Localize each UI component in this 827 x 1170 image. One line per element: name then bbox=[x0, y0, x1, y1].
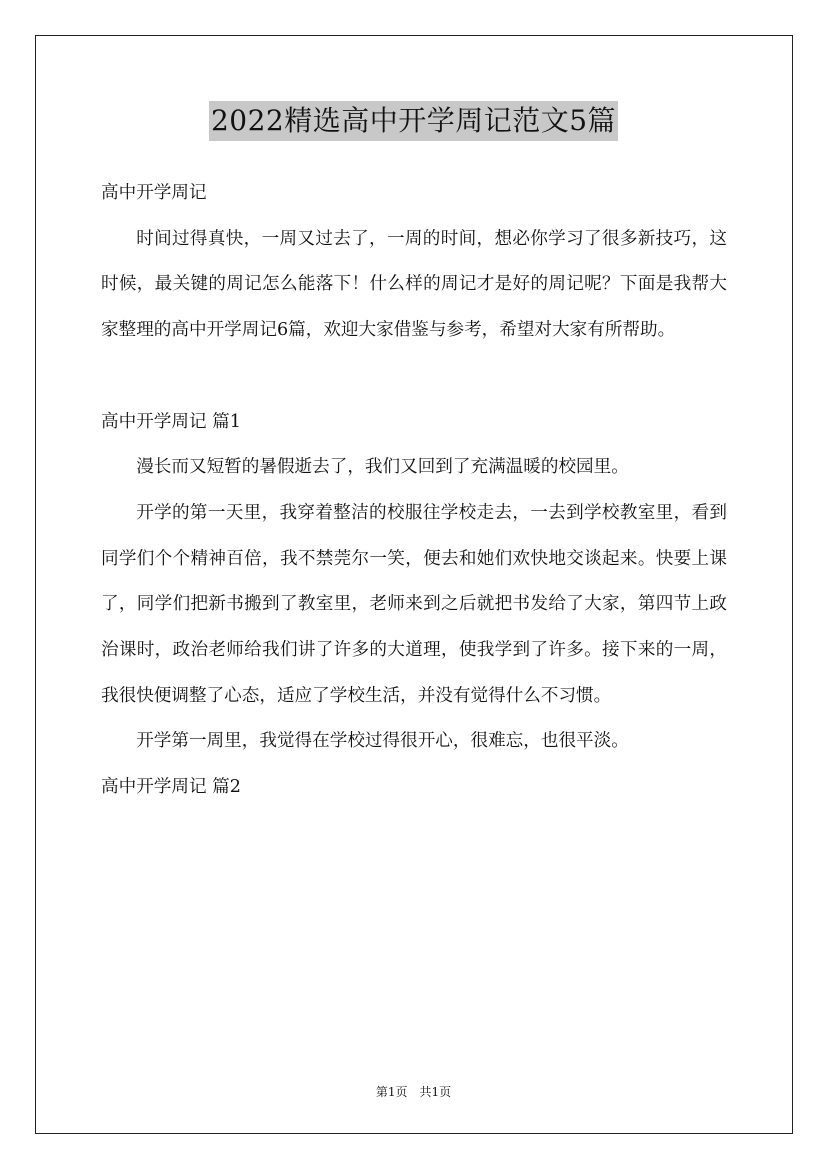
page-footer: 第1页 共1页 bbox=[375, 1085, 452, 1099]
paragraph-gap bbox=[101, 354, 727, 400]
section1-paragraph-2: 开学的第一天里，我穿着整洁的校服往学校走去，一去到学校教室里，看到同学们个个精神百倍，我不禁莞尔一笑，便去和她们欢快地交谈起来。快要上课了，同学们把新书搬到了教室里，老师来到之后就把书发给了大家，第四节上政治课时，政治老师给我们讲了许多的大道理，使我学到了许多。接下来的一周，我很快便调整了心态，适应了学校生活，并没有觉得什么不习惯。 bbox=[101, 502, 727, 706]
section2-heading: 高中开学周记 篇2 bbox=[101, 777, 241, 798]
document-body bbox=[101, 171, 727, 811]
section1-paragraph-1: 漫长而又短暂的暑假逝去了，我们又回到了充满温暖的校园里。 bbox=[136, 457, 629, 478]
title-container bbox=[0, 101, 827, 141]
section1-heading: 高中开学周记 篇1 bbox=[101, 411, 241, 432]
section1-paragraph-3: 开学第一周里，我觉得在学校过得很开心，很难忘，也很平淡。 bbox=[136, 731, 629, 752]
intro-paragraph: 时间过得真快，一周又过去了，一周的时间，想必你学习了很多新技巧，这时候，最关键的周记怎么能落下！什么样的周记才是好的周记呢？下面是我帮大家整理的高中开学周记6篇，欢迎大家借鉴与参考，希望对大家有所帮助。 bbox=[101, 228, 727, 341]
intro-heading: 高中开学周记 bbox=[101, 183, 207, 203]
document-title: 2022精选高中开学周记范文5篇 bbox=[209, 101, 618, 141]
